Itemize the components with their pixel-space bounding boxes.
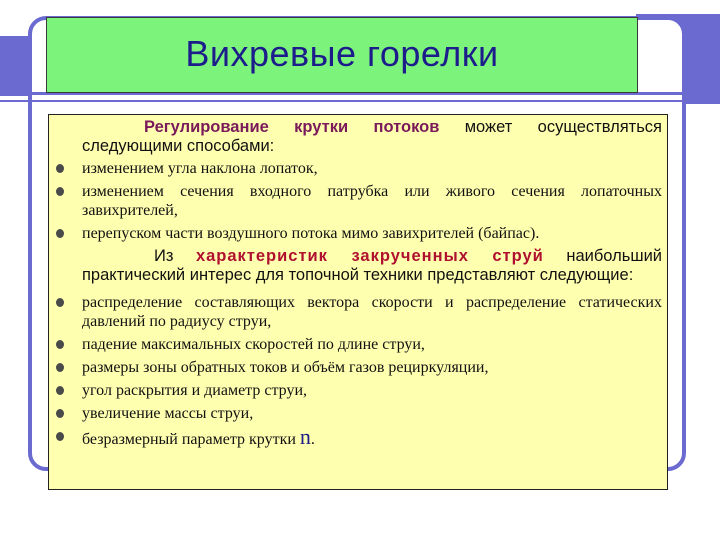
list-item-text: увеличение массы струи,	[82, 405, 254, 422]
bullet-icon	[56, 298, 64, 307]
list-item	[56, 335, 662, 354]
list-item-text: размеры зоны обратных токов и объём газов рециркуляции,	[82, 359, 489, 376]
list-item-text: изменением сечения входного патрубка или живого сечения лопаточных завихрителей,	[82, 183, 662, 219]
second-intro-before: Из	[154, 247, 196, 265]
list-item-text: падение максимальных скоростей по длине струи,	[82, 336, 425, 353]
list-item-text: перепуском части воздушного потока мимо завихрителей (байпас).	[82, 225, 540, 242]
list-item-text: распределение составляющих вектора скорости и распределение статических давлений по радиусу струи,	[82, 294, 662, 330]
bullet-icon	[56, 409, 64, 418]
list-item-text: изменением угла наклона лопаток,	[82, 160, 318, 177]
list-item-tail: .	[310, 431, 315, 448]
second-intro-rest: наибольший практический интерес для топочной техники представляют следующие:	[82, 247, 663, 284]
bullet-icon	[56, 432, 64, 441]
intro-highlight: Регулирование крутки потоков	[144, 118, 440, 136]
slide-content	[56, 118, 662, 453]
slide-title: Вихревые горелки	[185, 33, 499, 74]
bullet-icon	[56, 363, 64, 372]
list-item	[56, 159, 662, 178]
bullet-icon	[56, 340, 64, 349]
intro-rest: может осуществляться следующими способами:	[82, 118, 662, 155]
second-intro-highlight: характеристик закрученных струй	[195, 247, 544, 265]
list-item	[56, 293, 662, 331]
list-item	[56, 182, 662, 220]
bullet-icon	[56, 229, 64, 238]
bullet-icon	[56, 187, 64, 196]
intro-paragraph	[82, 118, 662, 156]
second-paragraph	[82, 247, 662, 285]
list-item	[56, 424, 662, 449]
list-item-text: безразмерный параметр крутки	[82, 431, 300, 448]
symbol-n: n	[299, 424, 311, 449]
decor-left-bar	[0, 36, 30, 96]
bullet-icon	[56, 164, 64, 173]
characteristics-list	[56, 293, 662, 449]
title-box	[46, 17, 638, 93]
list-item	[56, 358, 662, 377]
list-item	[56, 224, 662, 243]
methods-list	[56, 159, 662, 243]
list-item	[56, 404, 662, 423]
bullet-icon	[56, 386, 64, 395]
list-item	[56, 381, 662, 400]
decor-line-thin	[0, 100, 720, 102]
list-item-text: угол раскрытия и диаметр струи,	[82, 382, 307, 399]
